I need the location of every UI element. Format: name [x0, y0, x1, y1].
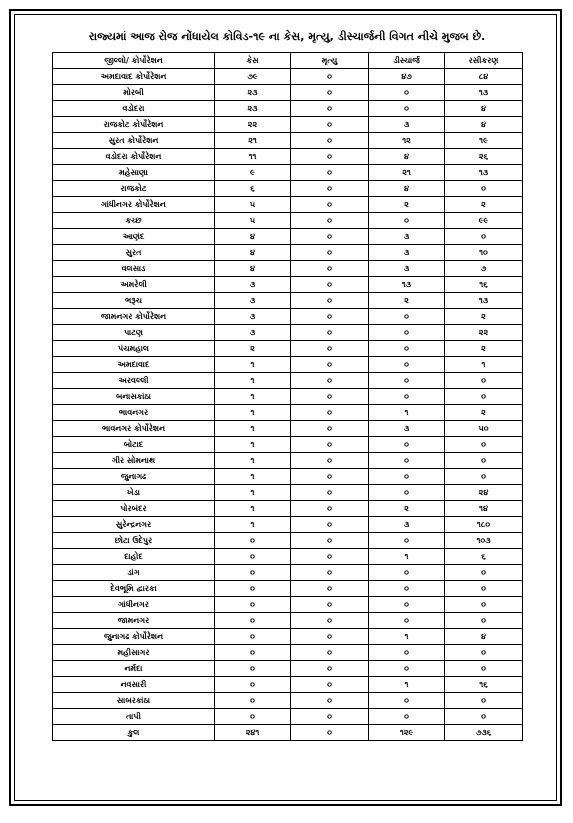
cases-cell: ૦	[215, 565, 291, 581]
table-row	[53, 581, 523, 597]
table-row	[53, 661, 523, 677]
discharged-cell: ૧	[369, 677, 445, 693]
cases-cell: ૧	[215, 517, 291, 533]
discharged-cell: ૦	[369, 581, 445, 597]
table-row	[53, 677, 523, 693]
vaccination-cell: ૦	[445, 613, 523, 629]
discharged-cell: ૩	[369, 117, 445, 133]
total-vaccination: ૭૩૬	[445, 725, 523, 741]
table-row	[53, 149, 523, 165]
district-cell: દેવભૂમિ દ્વારકા	[53, 581, 215, 597]
district-cell: આણંદ	[53, 229, 215, 245]
cases-cell: ૦	[215, 597, 291, 613]
table-row	[53, 549, 523, 565]
cases-cell: ૩	[215, 293, 291, 309]
vaccination-cell: ૦	[445, 661, 523, 677]
total-label: કુલ	[53, 725, 215, 741]
cases-cell: ૧	[215, 373, 291, 389]
cases-cell: ૨૨	[215, 117, 291, 133]
vaccination-cell: ૦	[445, 453, 523, 469]
district-cell: ભાવનગર	[53, 405, 215, 421]
deaths-cell: ૦	[291, 213, 369, 229]
table-row	[53, 325, 523, 341]
discharged-cell: ૧૩	[369, 277, 445, 293]
table-row	[53, 373, 523, 389]
discharged-cell: ૩	[369, 517, 445, 533]
deaths-cell: ૦	[291, 421, 369, 437]
discharged-cell: ૨	[369, 293, 445, 309]
discharged-cell: ૦	[369, 661, 445, 677]
district-cell: સાબરકાંઠા	[53, 693, 215, 709]
district-cell: તાપી	[53, 709, 215, 725]
deaths-cell: ૦	[291, 405, 369, 421]
district-cell: વડોદરા	[53, 101, 215, 117]
district-cell: રાજકોટ કોર્પોરેશન	[53, 117, 215, 133]
deaths-cell: ૦	[291, 629, 369, 645]
discharged-cell: ૦	[369, 325, 445, 341]
cases-cell: ૧૧	[215, 149, 291, 165]
cases-cell: ૨૩	[215, 101, 291, 117]
cases-cell: ૫	[215, 213, 291, 229]
vaccination-cell: ૧૮૦	[445, 517, 523, 533]
vaccination-cell: ૦	[445, 373, 523, 389]
total-discharged: ૧૨૯	[369, 725, 445, 741]
table-row	[53, 277, 523, 293]
discharged-cell: ૨	[369, 197, 445, 213]
cases-cell: ૦	[215, 533, 291, 549]
district-cell: જુનાગઢ	[53, 469, 215, 485]
vaccination-cell: ૧૬	[445, 677, 523, 693]
district-cell: સુરેન્દ્રનગર	[53, 517, 215, 533]
table-row	[53, 501, 523, 517]
cases-cell: ૦	[215, 549, 291, 565]
table-row	[53, 613, 523, 629]
cases-cell: ૧	[215, 469, 291, 485]
deaths-cell: ૦	[291, 101, 369, 117]
discharged-cell: ૦	[369, 85, 445, 101]
district-cell: મોરબી	[53, 85, 215, 101]
table-row	[53, 517, 523, 533]
header-discharged: ડીસ્ચાર્જ	[369, 53, 445, 69]
discharged-cell: ૦	[369, 709, 445, 725]
table-row	[53, 133, 523, 149]
vaccination-cell: ૦	[445, 437, 523, 453]
discharged-cell: ૦	[369, 437, 445, 453]
deaths-cell: ૦	[291, 389, 369, 405]
district-cell: ભાવનગર કોર્પોરેશન	[53, 421, 215, 437]
deaths-cell: ૦	[291, 117, 369, 133]
cases-cell: ૪	[215, 261, 291, 277]
vaccination-cell: ૦	[445, 693, 523, 709]
deaths-cell: ૦	[291, 709, 369, 725]
deaths-cell: ૦	[291, 149, 369, 165]
discharged-cell: ૦	[369, 645, 445, 661]
discharged-cell: ૧	[369, 629, 445, 645]
vaccination-cell: ૦	[445, 181, 523, 197]
cases-cell: ૦	[215, 629, 291, 645]
cases-cell: ૦	[215, 613, 291, 629]
table-row	[53, 693, 523, 709]
deaths-cell: ૦	[291, 277, 369, 293]
vaccination-cell: ૭	[445, 261, 523, 277]
table-row	[53, 341, 523, 357]
cases-cell: ૨૧	[215, 133, 291, 149]
discharged-cell: ૪	[369, 181, 445, 197]
table-row	[53, 101, 523, 117]
table-body	[53, 69, 523, 725]
vaccination-cell: ૧	[445, 357, 523, 373]
vaccination-cell: ૦	[445, 389, 523, 405]
district-cell: રાજકોટ	[53, 181, 215, 197]
district-cell: છોટા ઉદેપુર	[53, 533, 215, 549]
deaths-cell: ૦	[291, 549, 369, 565]
vaccination-cell: ૧૦	[445, 245, 523, 261]
district-cell: અમદાવાદ કોર્પોરેશન	[53, 69, 215, 85]
table-row	[53, 645, 523, 661]
district-cell: વડોદરા કોર્પોરેશન	[53, 149, 215, 165]
cases-cell: ૦	[215, 645, 291, 661]
district-cell: ખેડા	[53, 485, 215, 501]
discharged-cell: ૦	[369, 469, 445, 485]
cases-cell: ૧	[215, 453, 291, 469]
vaccination-cell: ૧૩	[445, 165, 523, 181]
discharged-cell: ૪૭	[369, 69, 445, 85]
cases-cell: ૭૯	[215, 69, 291, 85]
deaths-cell: ૦	[291, 309, 369, 325]
table-row	[53, 229, 523, 245]
deaths-cell: ૦	[291, 693, 369, 709]
header-cases: કેસ	[215, 53, 291, 69]
district-cell: વલસાડ	[53, 261, 215, 277]
discharged-cell: ૧૨	[369, 133, 445, 149]
report-title: રાજ્યમાં આજ રોજ નોંધાયેલ કોવિડ-૧૯ ના કેસ, મૃત્યુ, ડીસ્ચાર્જની વિગત નીચે મુજબ છે.	[88, 30, 486, 43]
district-cell: નવસારી	[53, 677, 215, 693]
table-row	[53, 85, 523, 101]
table-row	[53, 485, 523, 501]
deaths-cell: ૦	[291, 453, 369, 469]
district-cell: ગીર સોમનાથ	[53, 453, 215, 469]
district-cell: ગાંધીનગર કોર્પોરેશન	[53, 197, 215, 213]
vaccination-cell: ૮૪	[445, 69, 523, 85]
cases-cell: ૦	[215, 661, 291, 677]
cases-cell: ૦	[215, 693, 291, 709]
header-vaccination: રસીકરણ	[445, 53, 523, 69]
discharged-cell: ૦	[369, 389, 445, 405]
discharged-cell: ૩	[369, 421, 445, 437]
district-cell: જામનગર	[53, 613, 215, 629]
vaccination-cell: ૯૯	[445, 213, 523, 229]
deaths-cell: ૦	[291, 517, 369, 533]
district-cell: કચ્છ	[53, 213, 215, 229]
table-row	[53, 69, 523, 85]
deaths-cell: ૦	[291, 165, 369, 181]
district-cell: બોટાદ	[53, 437, 215, 453]
cases-cell: ૨૩	[215, 85, 291, 101]
deaths-cell: ૦	[291, 533, 369, 549]
discharged-cell: ૦	[369, 373, 445, 389]
table-row	[53, 597, 523, 613]
deaths-cell: ૦	[291, 501, 369, 517]
cases-cell: ૧	[215, 437, 291, 453]
vaccination-cell: ૨૨	[445, 325, 523, 341]
discharged-cell: ૦	[369, 357, 445, 373]
vaccination-cell: ૬	[445, 549, 523, 565]
vaccination-cell: ૦	[445, 645, 523, 661]
cases-cell: ૦	[215, 581, 291, 597]
table-row	[53, 629, 523, 645]
discharged-cell: ૧	[369, 405, 445, 421]
vaccination-cell: ૦	[445, 469, 523, 485]
discharged-cell: ૨૧	[369, 165, 445, 181]
table-header-row	[53, 53, 523, 69]
district-cell: અરવલ્લી	[53, 373, 215, 389]
vaccination-cell: ૨	[445, 405, 523, 421]
vaccination-cell: ૨૪	[445, 485, 523, 501]
discharged-cell: ૦	[369, 309, 445, 325]
vaccination-cell: ૨	[445, 341, 523, 357]
cases-cell: ૨	[215, 341, 291, 357]
deaths-cell: ૦	[291, 677, 369, 693]
discharged-cell: ૧	[369, 549, 445, 565]
cases-cell: ૧	[215, 405, 291, 421]
cases-cell: ૩	[215, 277, 291, 293]
vaccination-cell: ૦	[445, 565, 523, 581]
discharged-cell: ૩	[369, 245, 445, 261]
table-row	[53, 117, 523, 133]
district-cell: બનાસકાંઠા	[53, 389, 215, 405]
discharged-cell: ૦	[369, 565, 445, 581]
vaccination-cell: ૧૩	[445, 293, 523, 309]
district-cell: દાહોદ	[53, 549, 215, 565]
deaths-cell: ૦	[291, 597, 369, 613]
district-cell: જુનાગઢ કોર્પોરેશન	[53, 629, 215, 645]
deaths-cell: ૦	[291, 357, 369, 373]
cases-cell: ૪	[215, 245, 291, 261]
discharged-cell: ૩	[369, 229, 445, 245]
vaccination-cell: ૧૯	[445, 133, 523, 149]
deaths-cell: ૦	[291, 85, 369, 101]
table-row	[53, 261, 523, 277]
cases-cell: ૦	[215, 709, 291, 725]
district-cell: અમરેલી	[53, 277, 215, 293]
discharged-cell: ૦	[369, 485, 445, 501]
covid-report-table	[52, 52, 523, 741]
district-cell: મહીસાગર	[53, 645, 215, 661]
table-row	[53, 709, 523, 725]
discharged-cell: ૩	[369, 261, 445, 277]
cases-cell: ૯	[215, 165, 291, 181]
discharged-cell: ૦	[369, 533, 445, 549]
total-cases: ૨૪૧	[215, 725, 291, 741]
table-row	[53, 165, 523, 181]
deaths-cell: ૦	[291, 645, 369, 661]
deaths-cell: ૦	[291, 565, 369, 581]
table-row	[53, 453, 523, 469]
district-cell: સુરત	[53, 245, 215, 261]
vaccination-cell: ૨	[445, 197, 523, 213]
cases-cell: ૪	[215, 229, 291, 245]
table-row	[53, 293, 523, 309]
district-cell: પંચમહાલ	[53, 341, 215, 357]
vaccination-cell: ૦	[445, 229, 523, 245]
deaths-cell: ૦	[291, 69, 369, 85]
table-row	[53, 421, 523, 437]
deaths-cell: ૦	[291, 437, 369, 453]
cases-cell: ૩	[215, 309, 291, 325]
total-deaths: ૦	[291, 725, 369, 741]
district-cell: ભરૂચ	[53, 293, 215, 309]
deaths-cell: ૦	[291, 661, 369, 677]
deaths-cell: ૦	[291, 613, 369, 629]
deaths-cell: ૦	[291, 197, 369, 213]
cases-cell: ૦	[215, 677, 291, 693]
deaths-cell: ૦	[291, 293, 369, 309]
discharged-cell: ૦	[369, 101, 445, 117]
vaccination-cell: ૫૦	[445, 421, 523, 437]
vaccination-cell: ૧૬	[445, 277, 523, 293]
discharged-cell: ૪	[369, 149, 445, 165]
district-cell: ડાંગ	[53, 565, 215, 581]
cases-cell: ૧	[215, 501, 291, 517]
cases-cell: ૩	[215, 325, 291, 341]
discharged-cell: ૦	[369, 213, 445, 229]
discharged-cell: ૦	[369, 693, 445, 709]
deaths-cell: ૦	[291, 133, 369, 149]
vaccination-cell: ૧૦૩	[445, 533, 523, 549]
table-row	[53, 309, 523, 325]
table-row	[53, 405, 523, 421]
district-cell: મહેસાણા	[53, 165, 215, 181]
vaccination-cell: ૨૬	[445, 149, 523, 165]
vaccination-cell: ૪	[445, 101, 523, 117]
table-row	[53, 181, 523, 197]
vaccination-cell: ૧૪	[445, 501, 523, 517]
vaccination-cell: ૧૩	[445, 85, 523, 101]
table-row	[53, 213, 523, 229]
table-row	[53, 469, 523, 485]
header-district: જીલ્લો/ કોર્પોરેશન	[53, 53, 215, 69]
deaths-cell: ૦	[291, 373, 369, 389]
table-row	[53, 245, 523, 261]
vaccination-cell: ૪	[445, 629, 523, 645]
deaths-cell: ૦	[291, 341, 369, 357]
deaths-cell: ૦	[291, 325, 369, 341]
deaths-cell: ૦	[291, 181, 369, 197]
deaths-cell: ૦	[291, 469, 369, 485]
discharged-cell: ૦	[369, 613, 445, 629]
cases-cell: ૧	[215, 421, 291, 437]
header-deaths: મૃત્યુ	[291, 53, 369, 69]
cases-cell: ૬	[215, 181, 291, 197]
district-cell: પાટણ	[53, 325, 215, 341]
district-cell: જામનગર કોર્પોરેશન	[53, 309, 215, 325]
vaccination-cell: ૦	[445, 597, 523, 613]
district-cell: ગાંધીનગર	[53, 597, 215, 613]
discharged-cell: ૦	[369, 597, 445, 613]
deaths-cell: ૦	[291, 229, 369, 245]
deaths-cell: ૦	[291, 261, 369, 277]
deaths-cell: ૦	[291, 485, 369, 501]
cases-cell: ૧	[215, 389, 291, 405]
cases-cell: ૫	[215, 197, 291, 213]
table-row	[53, 357, 523, 373]
deaths-cell: ૦	[291, 245, 369, 261]
vaccination-cell: ૪	[445, 117, 523, 133]
cases-cell: ૧	[215, 485, 291, 501]
discharged-cell: ૨	[369, 501, 445, 517]
table-row	[53, 533, 523, 549]
discharged-cell: ૦	[369, 341, 445, 357]
table-row	[53, 389, 523, 405]
vaccination-cell: ૦	[445, 581, 523, 597]
discharged-cell: ૦	[369, 453, 445, 469]
cases-cell: ૧	[215, 357, 291, 373]
table-row	[53, 437, 523, 453]
total-row	[53, 725, 523, 741]
deaths-cell: ૦	[291, 581, 369, 597]
district-cell: નર્મદા	[53, 661, 215, 677]
vaccination-cell: ૨	[445, 309, 523, 325]
table-row	[53, 565, 523, 581]
district-cell: અમદાવાદ	[53, 357, 215, 373]
vaccination-cell: ૦	[445, 709, 523, 725]
table-row	[53, 197, 523, 213]
district-cell: સુરત કોર્પોરેશન	[53, 133, 215, 149]
district-cell: પોરબંદર	[53, 501, 215, 517]
